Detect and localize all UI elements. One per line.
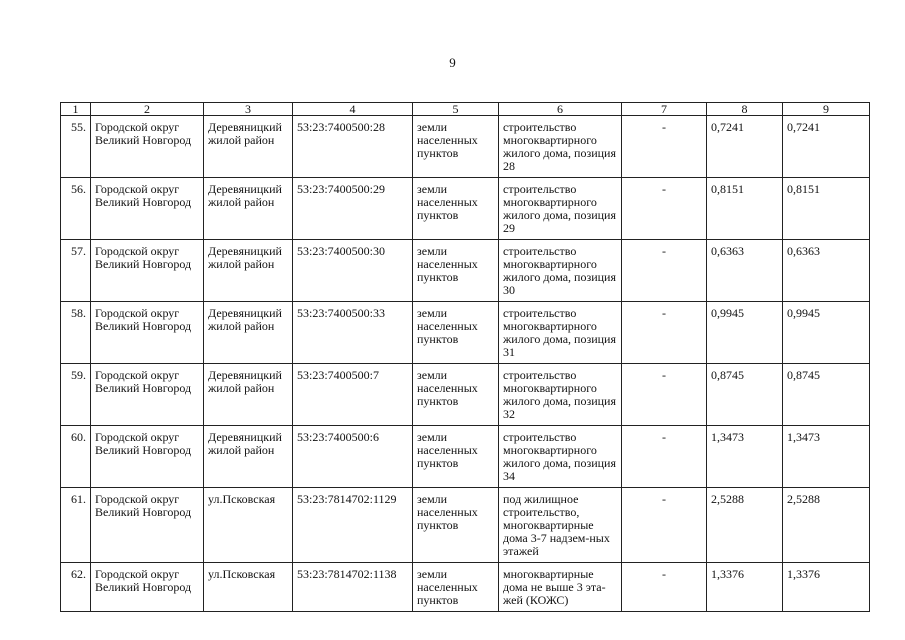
table-row — [61, 116, 870, 178]
column-number-row — [61, 103, 870, 116]
area-cell: 1,3473 — [707, 426, 783, 488]
permitted-use-cell: строительство многоквартирного жилого дома, позиция 34 — [499, 426, 622, 488]
cadastral-number-cell: 53:23:7400500:29 — [293, 178, 413, 240]
municipality-cell: Городской округ Великий Новгород — [91, 302, 204, 364]
column-header-5: 5 — [413, 103, 499, 116]
permitted-use-cell: под жилищное строительство, многоквартирные дома 3-7 надзем-ных этажей — [499, 488, 622, 563]
area-total-cell: 0,8745 — [783, 364, 870, 426]
column-7-cell: - — [622, 302, 707, 364]
table-row — [61, 488, 870, 563]
column-header-8: 8 — [707, 103, 783, 116]
municipality-cell: Городской округ Великий Новгород — [91, 488, 204, 563]
column-7-cell: - — [622, 426, 707, 488]
column-header-6: 6 — [499, 103, 622, 116]
table-row — [61, 240, 870, 302]
location-cell: ул.Псковская — [204, 563, 293, 612]
location-cell: Деревяницкий жилой район — [204, 178, 293, 240]
area-cell: 1,3376 — [707, 563, 783, 612]
column-header-9: 9 — [783, 103, 870, 116]
column-7-cell: - — [622, 240, 707, 302]
row-number: 58. — [61, 302, 91, 364]
municipality-cell: Городской округ Великий Новгород — [91, 364, 204, 426]
area-total-cell: 1,3473 — [783, 426, 870, 488]
column-header-3: 3 — [204, 103, 293, 116]
column-header-1: 1 — [61, 103, 91, 116]
column-7-cell: - — [622, 364, 707, 426]
row-number: 57. — [61, 240, 91, 302]
location-cell: Деревяницкий жилой район — [204, 240, 293, 302]
table-row — [61, 563, 870, 612]
permitted-use-cell: строительство многоквартирного жилого дома, позиция 31 — [499, 302, 622, 364]
row-number: 62. — [61, 563, 91, 612]
table-row — [61, 364, 870, 426]
column-7-cell: - — [622, 563, 707, 612]
cadastral-number-cell: 53:23:7400500:7 — [293, 364, 413, 426]
land-category-cell: земли населенных пунктов — [413, 178, 499, 240]
area-cell: 0,6363 — [707, 240, 783, 302]
area-total-cell: 0,8151 — [783, 178, 870, 240]
land-category-cell: земли населенных пунктов — [413, 364, 499, 426]
cadastral-number-cell: 53:23:7400500:33 — [293, 302, 413, 364]
area-cell: 0,8745 — [707, 364, 783, 426]
area-cell: 0,8151 — [707, 178, 783, 240]
municipality-cell: Городской округ Великий Новгород — [91, 116, 204, 178]
table-row — [61, 426, 870, 488]
permitted-use-cell: строительство многоквартирного жилого дома, позиция 28 — [499, 116, 622, 178]
location-cell: Деревяницкий жилой район — [204, 426, 293, 488]
land-category-cell: земли населенных пунктов — [413, 563, 499, 612]
area-total-cell: 0,9945 — [783, 302, 870, 364]
permitted-use-cell: многоквартирные дома не выше 3 эта-жей (КОЖС) — [499, 563, 622, 612]
table-row — [61, 178, 870, 240]
cadastral-number-cell: 53:23:7814702:1138 — [293, 563, 413, 612]
area-total-cell: 1,3376 — [783, 563, 870, 612]
location-cell: Деревяницкий жилой район — [204, 364, 293, 426]
cadastral-number-cell: 53:23:7400500:28 — [293, 116, 413, 178]
location-cell: Деревяницкий жилой район — [204, 302, 293, 364]
row-number: 60. — [61, 426, 91, 488]
land-category-cell: земли населенных пунктов — [413, 116, 499, 178]
row-number: 59. — [61, 364, 91, 426]
column-header-2: 2 — [91, 103, 204, 116]
area-cell: 0,7241 — [707, 116, 783, 178]
row-number: 56. — [61, 178, 91, 240]
municipality-cell: Городской округ Великий Новгород — [91, 178, 204, 240]
municipality-cell: Городской округ Великий Новгород — [91, 240, 204, 302]
land-category-cell: земли населенных пунктов — [413, 488, 499, 563]
location-cell: Деревяницкий жилой район — [204, 116, 293, 178]
municipality-cell: Городской округ Великий Новгород — [91, 563, 204, 612]
area-cell: 2,5288 — [707, 488, 783, 563]
cadastral-number-cell: 53:23:7400500:30 — [293, 240, 413, 302]
cadastral-number-cell: 53:23:7400500:6 — [293, 426, 413, 488]
area-total-cell: 0,7241 — [783, 116, 870, 178]
row-number: 61. — [61, 488, 91, 563]
land-category-cell: земли населенных пунктов — [413, 302, 499, 364]
column-7-cell: - — [622, 116, 707, 178]
location-cell: ул.Псковская — [204, 488, 293, 563]
table-row — [61, 302, 870, 364]
column-header-4: 4 — [293, 103, 413, 116]
row-number: 55. — [61, 116, 91, 178]
land-category-cell: земли населенных пунктов — [413, 240, 499, 302]
land-plots-table — [60, 102, 870, 612]
cadastral-number-cell: 53:23:7814702:1129 — [293, 488, 413, 563]
column-7-cell: - — [622, 488, 707, 563]
municipality-cell: Городской округ Великий Новгород — [91, 426, 204, 488]
area-total-cell: 2,5288 — [783, 488, 870, 563]
area-total-cell: 0,6363 — [783, 240, 870, 302]
area-cell: 0,9945 — [707, 302, 783, 364]
permitted-use-cell: строительство многоквартирного жилого дома, позиция 32 — [499, 364, 622, 426]
page-number: 9 — [449, 55, 456, 70]
land-category-cell: земли населенных пунктов — [413, 426, 499, 488]
column-7-cell: - — [622, 178, 707, 240]
permitted-use-cell: строительство многоквартирного жилого дома, позиция 29 — [499, 178, 622, 240]
column-header-7: 7 — [622, 103, 707, 116]
permitted-use-cell: строительство многоквартирного жилого дома, позиция 30 — [499, 240, 622, 302]
